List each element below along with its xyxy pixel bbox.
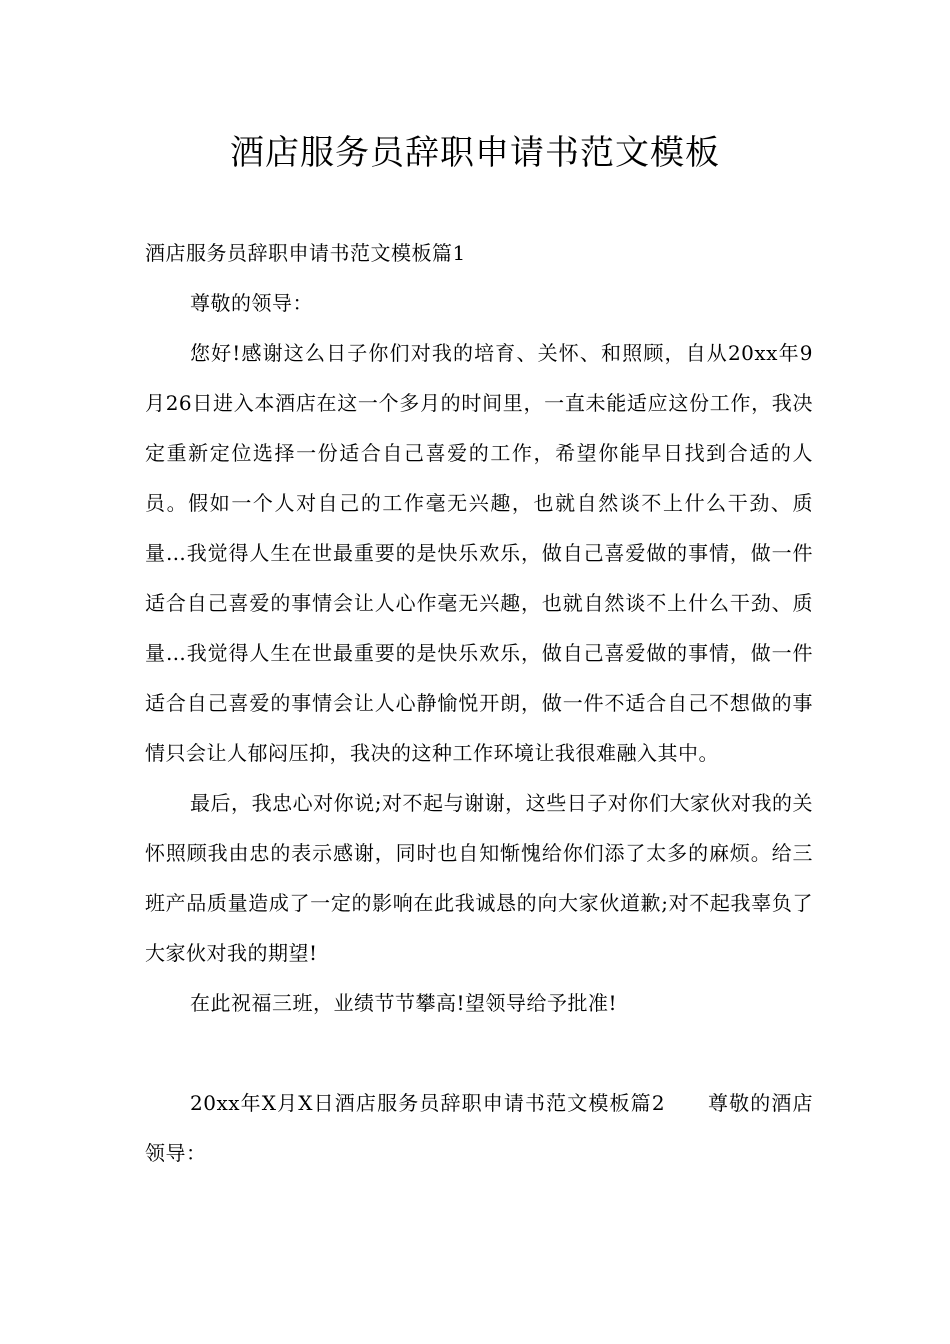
paragraph-3: 在此祝福三班，业绩节节攀高!望领导给予批准! <box>190 991 618 1015</box>
document-title: 酒店服务员辞职申请书范文模板 <box>230 133 720 173</box>
paragraph-2: 最后，我忠心对你说;对不起与谢谢，这些日子对你们大家伙对我的关怀照顾我由忠的表示感谢，同时也自知惭愧给你们添了太多的麻烦。给三班产品质量造成了一定的影响在此我诚恳的向大家伙道歉;对不起我辜负了大家伙对我的期望! <box>145 791 813 965</box>
blank-line <box>145 1028 813 1078</box>
date-and-next-section: 20xx年X月X日酒店服务员辞职申请书范文模板篇2 尊敬的酒店领导： <box>145 1091 813 1165</box>
section-heading: 酒店服务员辞职申请书范文模板篇1 <box>145 241 466 265</box>
salutation: 尊敬的领导： <box>190 291 313 315</box>
paragraph-1: 您好!感谢这么日子你们对我的培育、关怀、和照顾，自从20xx年9月26日进入本酒店在这一个多月的时间里，一直未能适应这份工作，我决定重新定位选择一份适合自己喜爱的工作，希望你能早日找到合适的人员。假如一个人对自己的工作毫无兴趣，也就自然谈不上什么干劲、质量…我觉得人生在世最重要的是快乐欢乐，做自己喜爱做的事情，做一件适合自己喜爱的事情会让人心作毫无兴趣，也就自然谈不上什么干劲、质量…我觉得人生在世最重要的是快乐欢乐，做自己喜爱做的事情，做一件适合自己喜爱的事情会让人心静愉悦开朗，做一件不适合自己不想做的事情只会让人郁闷压抑，我决的这种工作环境让我很难融入其中。 <box>145 341 813 765</box>
letter-body <box>145 278 813 1178</box>
